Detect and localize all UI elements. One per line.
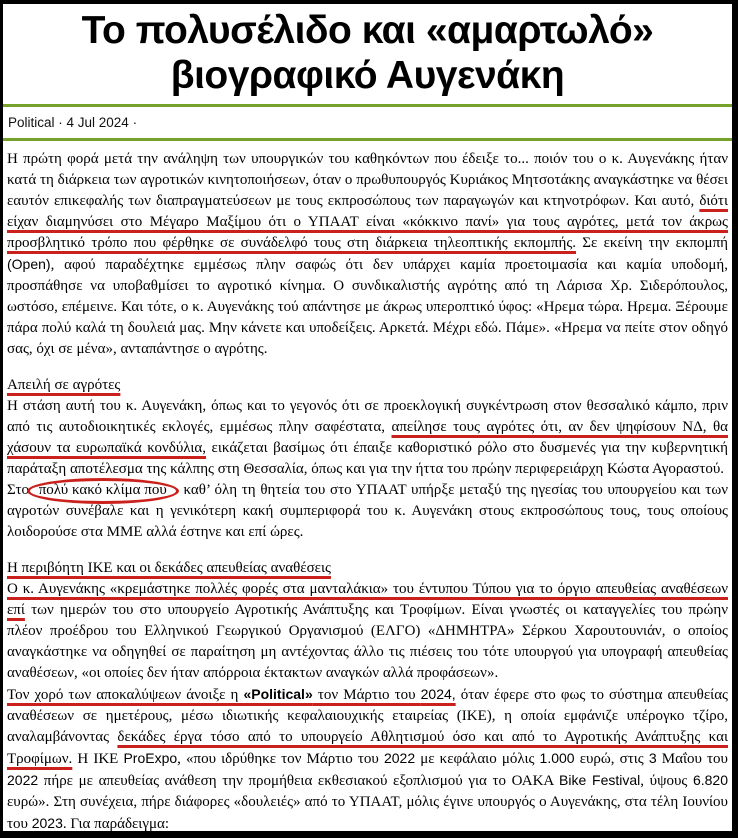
- red-underline-annotation: δεκάδες έργα τόσο από το υπουργείο Αθλητισμού όσο και από το Αγροτικής Ανάπτυξης και Τροφίμων.: [7, 729, 728, 767]
- red-underline-annotation: Απειλή σε αγρότες: [7, 377, 121, 393]
- text-segment: πήρε με απευθείας ανάθεση την προμήθεια εκθεσιακού εξοπλισμού για το ΟΑΚΑ: [38, 773, 560, 789]
- section-heading: [7, 558, 728, 579]
- text-segment: Σε εκείνη την εκπομπή: [576, 235, 728, 251]
- text-segment: 3: [648, 750, 657, 766]
- red-underline-annotation: διότι είχαν διαμηνύσει στο Μέγαρο Μαξίμου ότι ο ΥΠΑΑΤ είναι «κόκκινο πανί» για τους αγρότες, μετά τον άκρως προσβλητικό τρόπο που φέρθηκε σε συνάδελφό τους στη διάρκεια τηλεοπτικής εκπομπής.: [7, 193, 728, 251]
- red-underline-annotation: «Political»: [243, 686, 313, 702]
- text-segment: Η στάση αυτή του κ. Αυγενάκη, όπως και το γεγονός ότι σε προεκλογική συγκέντρωση στον θεσσαλικό κάμπο, πριν από τις αυτοδιοικητικές εκλογές, εμμέσως πλην σαφέστατα,: [7, 398, 728, 435]
- text-segment: Bike Festival: [559, 772, 641, 788]
- text-segment: Η πρώτη φορά μετά την ανάληψη των υπουργικών του καθηκόντων που έδειξε το... ποιόν του ο κ. Αυγενάκης ήταν κατά τη διάρκεια των αγροτικών κινητοποιήσεων, όταν ο πρωθυπουργός Κυριάκος Μητσοτάκης αναγκάστηκε να θέσει εαυτόν επικεφαλής των διαπραγματεύσεων με τους εκπροσώπους των παραγωγών και κτηνοτρόφων. Και αυτό,: [7, 151, 728, 209]
- text-segment: εικάζεται βασίμως ότι έπαιξε καθοριστικό ρόλο στο δυσμενές για την κυβερνητική παράταξη αποτέλεσμα της κάλπης στη Θεσσαλία, όπως και για την ήττα του πρώην περιφερειάρχη Κώστα Αγοραστού.: [7, 440, 728, 477]
- red-underline-annotation: απείλησε τους αγρότες ότι, αν δεν ψηφίσουν ΝΔ, θα χάσουν τα ευρωπαϊκά κονδύλια,: [7, 419, 728, 456]
- text-segment: ευρώ, στις: [574, 751, 649, 767]
- text-segment: 2023: [31, 815, 63, 831]
- red-underline-annotation: 2024,: [420, 686, 456, 702]
- text-segment: όταν έφερε στο φως το σύστημα απευθείας αναθέσεων σε ημετέρους, μέσω ιδιωτικής κεφαλαιουχικής εταιρείας (ΙΚΕ), η οποία εμφάνιζε υπέρογκο τζίρο, αναλαμβάνοντας: [7, 687, 728, 745]
- text-segment: Μαΐου του: [656, 751, 728, 767]
- paragraph-gap: [7, 360, 728, 375]
- text-segment: (Open): [7, 256, 51, 272]
- byline-text: Political · 4 Jul 2024 ·: [8, 115, 138, 130]
- text-segment: των ημερών του στο υπουργείο Αγροτικής Ανάπτυξης και Τροφίμων. Είναι γνωστές οι καταγγελίες του πρώην πλέον προέδρου του Ελληνικού Γεωργικού Οργανισμού (ΕΛΓΟ) «ΔΗΜΗΤΡΑ» Σέρκου Χαρουτουνιάν, ο οποίος αναγκάστηκε να οδηγηθεί σε παραίτηση μη αντέχοντας άλλο τις πιέσεις του τότε υπουργού για υπογραφή απευθείας αναθέσεων, «οι οποίες δεν ήταν απόρροια έκτακτων αναγκών αλλά προφάσεων».: [7, 602, 728, 681]
- text-segment: , αφού παραδέχτηκε εμμέσως πλην σαφώς ότι δεν υπάρχει καμία προετοιμασία και καμία υποδομή, προσπάθησε να υποβαθμίσει το αγροτικό κίνημα. Ο συνδικαλιστής αγρότης από τη Λάρισα Χρ. Σιδερόπουλος, ωστόσο, επέμεινε. Και τότε, ο κ. Αυγενάκης τού απάντησε με άκρως υπεροπτικό ύφος: «Ηρεμα τώρα. Ηρεμα. Ξέρουμε πάρα πολύ καλά τη δουλειά μας. Μην κάνετε και υποδείξεις. Αρκετά. Μέχρι εδώ. Πάμε». «Ηρεμα να πείτε στον οδηγό σας, όχι σε μένα», ανταπάντησε ο αγρότης.: [7, 257, 728, 357]
- red-underline-annotation: Ο κ. Αυγενάκης «κρεμάστηκε πολλές φορές στα μανταλάκια» του έντυπου Τύπου για το όργιο απευθείας αναθέσεων επί: [7, 581, 728, 618]
- paragraph-gap: [7, 543, 728, 558]
- text-segment: Η ΙΚΕ: [72, 751, 124, 767]
- paragraph: [7, 149, 728, 360]
- red-underline-annotation: Η περιβόητη ΙΚΕ και οι δεκάδες απευθείας αναθέσεις: [7, 560, 331, 576]
- text-segment: Στο: [7, 482, 34, 498]
- paragraph: [7, 684, 728, 835]
- paragraph: [7, 480, 728, 543]
- text-segment: , ύψους: [640, 773, 693, 789]
- text-segment: καθ’ όλη τη θητεία του στο ΥΠΑΑΤ υπήρξε μεταξύ της ηγεσίας του υπουργείου και των αγροτών συνέβαλε και η γενικότερη κακή συμπεριφορά του κ. Αυγενάκη στους εκπροσώπους τους, τους οποίους λοιδορούσε στα ΜΜΕ αλλά έστηνε και επί ώρες.: [7, 482, 728, 540]
- byline: [3, 107, 732, 138]
- text-segment: ευρώ». Στη συνέχεια, πήρε διάφορες «δουλειές» από το ΥΠΑΑΤ, μόλις έγινε υπουργός ο Αυγενάκης, στα τέλη Ιουνίου του: [7, 794, 728, 832]
- article-title: Το πολυσέλιδο και «αμαρτωλό» βιογραφικό Αυγενάκη: [81, 9, 654, 97]
- text-segment: ProExpo: [123, 750, 178, 766]
- red-circle-annotation: πολύ κακό κλίμα που: [27, 478, 179, 504]
- text-segment: , «που ιδρύθηκε τον Μάρτιο του: [177, 751, 384, 767]
- text-segment: 2022: [7, 772, 39, 788]
- red-underline-annotation: τον Μάρτιο του: [312, 687, 421, 703]
- text-segment: 2022: [383, 750, 416, 766]
- paragraph: [7, 396, 728, 480]
- article-body: [3, 141, 732, 835]
- red-underline-annotation: Τον χορό των αποκαλύψεων άνοιξε η: [7, 687, 244, 703]
- text-segment: με κεφάλαιο μόλις: [415, 751, 540, 767]
- paragraph: [7, 579, 728, 684]
- text-segment: 6.820: [692, 772, 729, 788]
- text-segment: . Για παράδειγμα:: [62, 816, 170, 832]
- text-segment: 1.000: [539, 750, 575, 766]
- section-heading: [7, 375, 728, 396]
